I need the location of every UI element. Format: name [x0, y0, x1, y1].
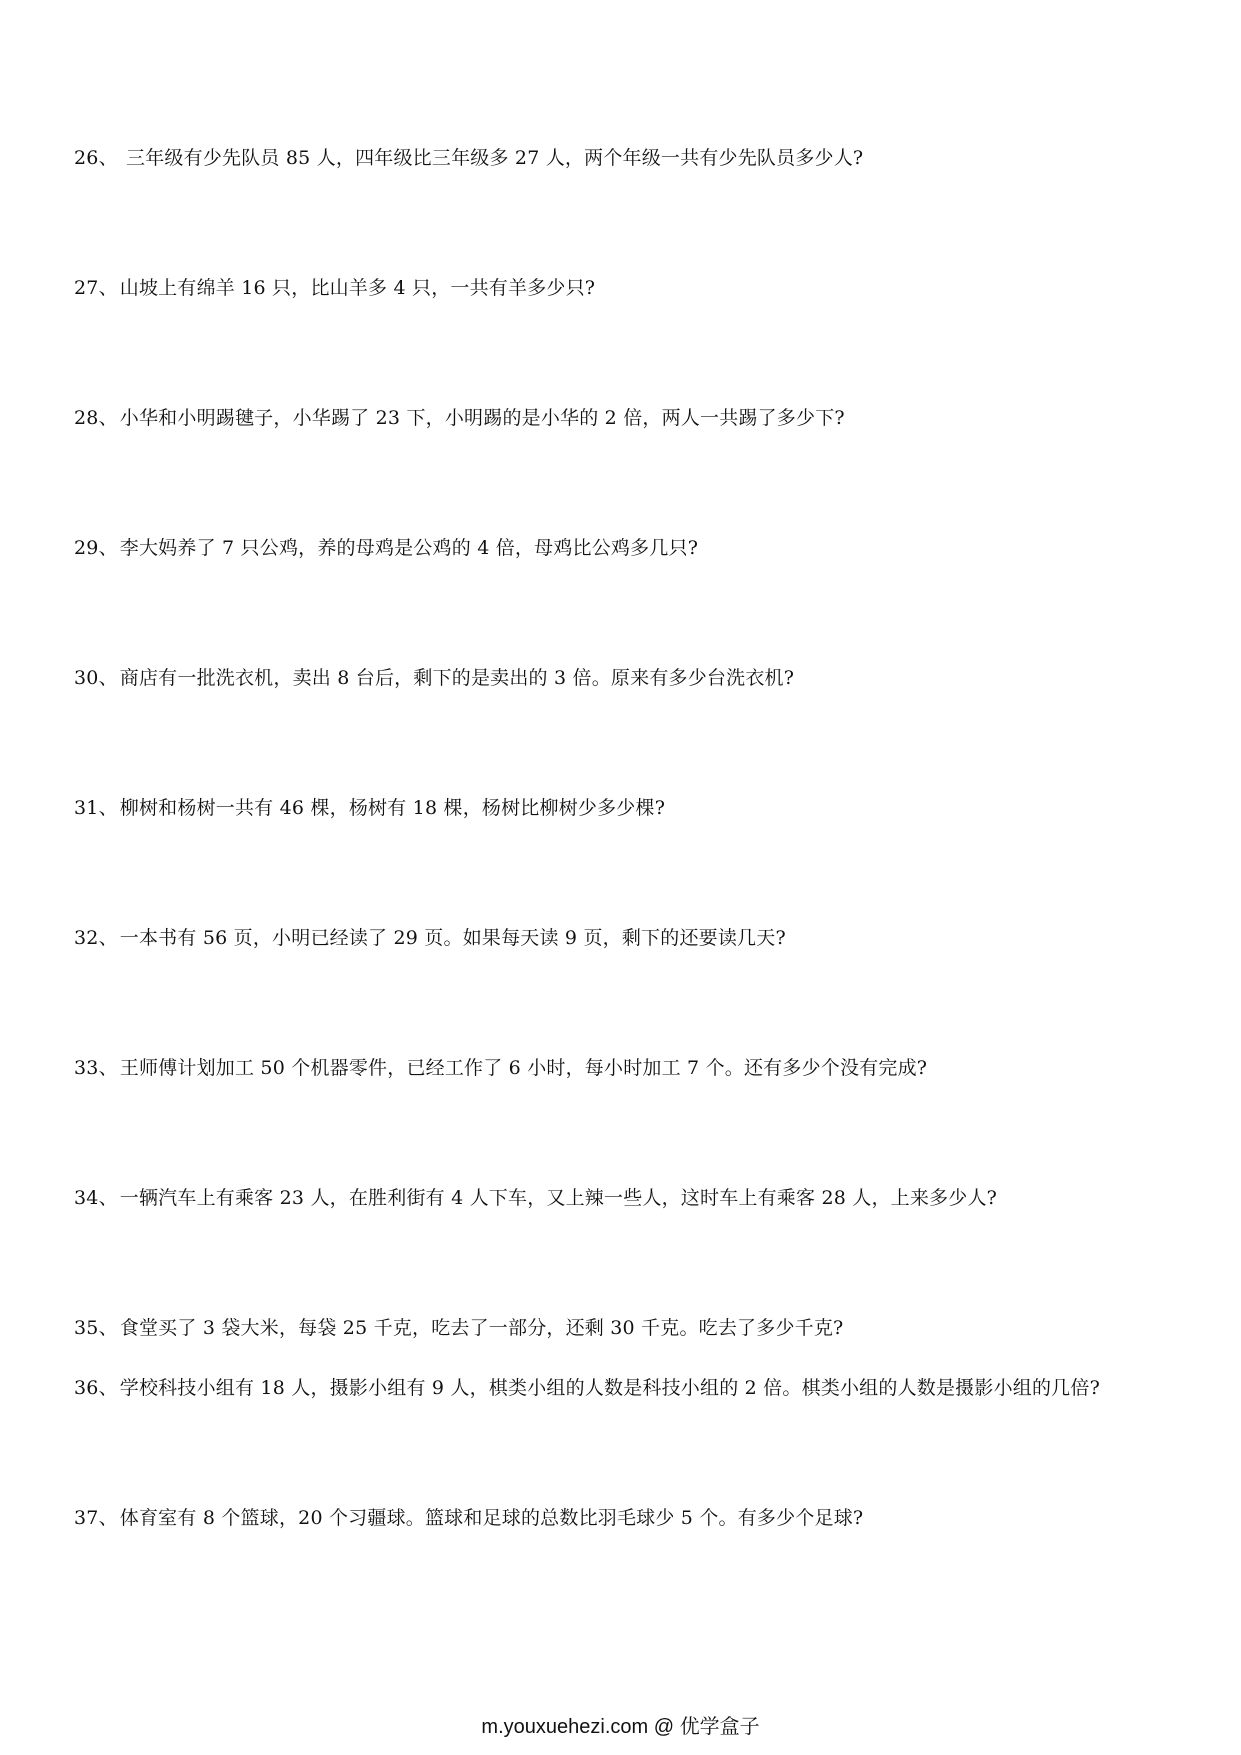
question-35 — [74, 1312, 1164, 1344]
question-29 — [74, 532, 1164, 564]
question-text: 王师傅计划加工 50 个机器零件，已经工作了 6 小时，每小时加工 7 个。还有多少个没有完成? — [119, 1057, 928, 1079]
question-31 — [74, 792, 1164, 824]
question-text: 食堂买了 3 袋大米，每袋 25 千克，吃去了一部分，还剩 30 千克。吃去了多少千克? — [119, 1317, 844, 1339]
question-number: 26、 — [74, 147, 118, 169]
question-text: 李大妈养了 7 只公鸡，养的母鸡是公鸡的 4 倍，母鸡比公鸡多几只? — [119, 537, 699, 559]
question-26 — [74, 142, 1164, 174]
question-text: 体育室有 8 个篮球，20 个习疆球。篮球和足球的总数比羽毛球少 5 个。有多少个足球? — [119, 1507, 864, 1529]
question-number: 34、 — [74, 1187, 118, 1209]
question-number: 36、 — [74, 1377, 118, 1399]
question-text: 一本书有 56 页，小明已经读了 29 页。如果每天读 9 页，剩下的还要读几天? — [119, 927, 786, 949]
question-number: 30、 — [74, 667, 118, 689]
question-30 — [74, 662, 1164, 694]
question-text: 山坡上有绵羊 16 只，比山羊多 4 只，一共有羊多少只? — [119, 277, 596, 299]
question-number: 29、 — [74, 537, 118, 559]
question-36 — [74, 1372, 1164, 1404]
question-text: 商店有一批洗衣机，卖出 8 台后，剩下的是卖出的 3 倍。原来有多少台洗衣机? — [119, 667, 795, 689]
question-number: 31、 — [74, 797, 118, 819]
question-text: 三年级有少先队员 85 人，四年级比三年级多 27 人，两个年级一共有少先队员多少人? — [119, 147, 864, 169]
question-37 — [74, 1502, 1164, 1534]
question-number: 27、 — [74, 277, 118, 299]
question-number: 28、 — [74, 407, 118, 429]
question-number: 33、 — [74, 1057, 118, 1079]
question-32 — [74, 922, 1164, 954]
question-27 — [74, 272, 1164, 304]
question-text: 柳树和杨树一共有 46 棵，杨树有 18 棵，杨树比柳树少多少棵? — [119, 797, 666, 819]
question-number: 37、 — [74, 1507, 118, 1529]
question-text: 一辆汽车上有乘客 23 人，在胜利街有 4 人下车，又上辣一些人，这时车上有乘客 28 人，上来多少人? — [119, 1187, 998, 1209]
question-number: 32、 — [74, 927, 118, 949]
question-number: 35、 — [74, 1317, 118, 1339]
question-34 — [74, 1182, 1164, 1214]
question-28 — [74, 402, 1164, 434]
question-33 — [74, 1052, 1164, 1084]
question-text: 学校科技小组有 18 人，摄影小组有 9 人，棋类小组的人数是科技小组的 2 倍。棋类小组的人数是摄影小组的几倍? — [119, 1377, 1100, 1399]
footer-watermark: m.youxuehezi.com @ 优学盒子 — [481, 1716, 760, 1738]
question-text: 小华和小明踢毽子，小华踢了 23 下，小明踢的是小华的 2 倍，两人一共踢了多少下? — [119, 407, 845, 429]
